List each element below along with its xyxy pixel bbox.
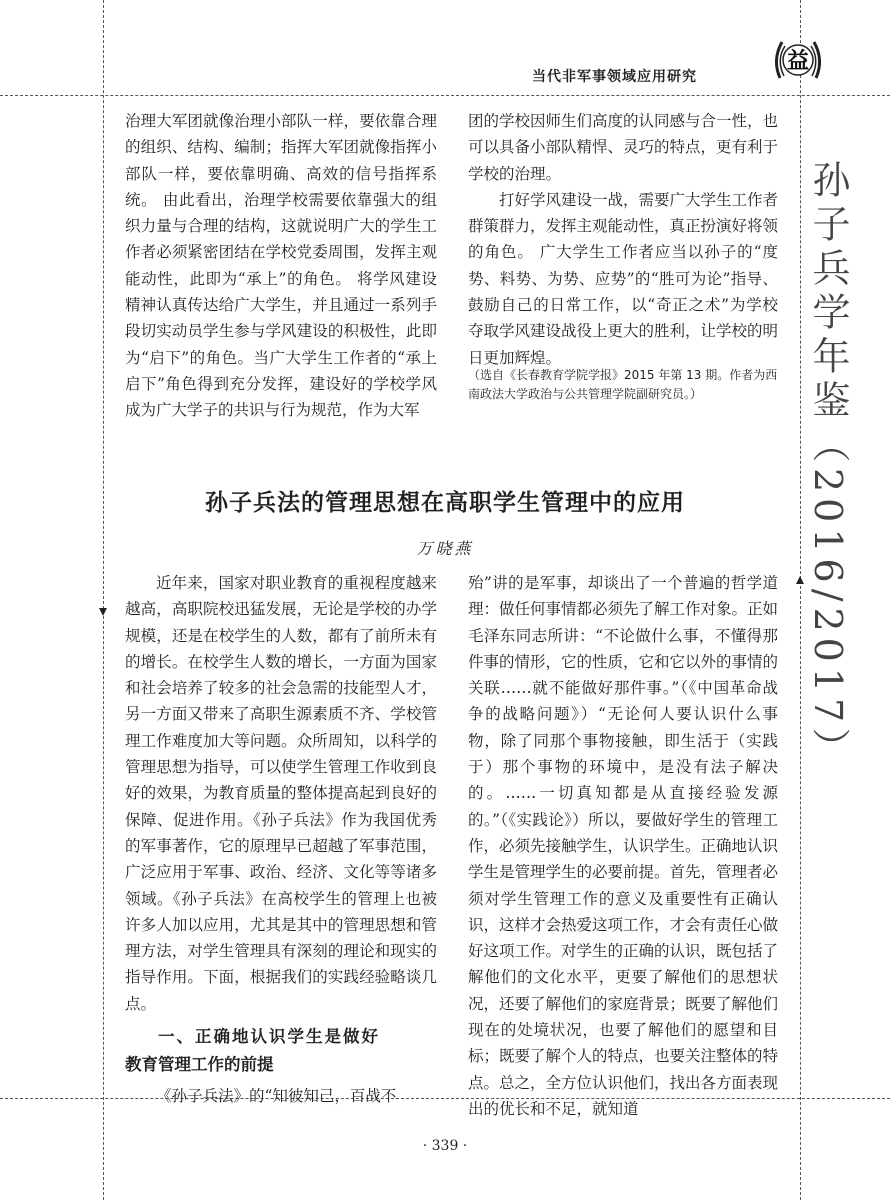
section-heading-1 [125,1023,437,1079]
section-heading-1-line2: 教育管理工作的前提 [125,1055,274,1075]
article-author: 万晓燕 [416,539,474,558]
article-title: 孙子兵法的管理思想在高职学生管理中的应用 [205,489,685,516]
prev-article-right-text-1: 团的学校因师生们高度的认同感与合一性，也可以具备小部队精悍、灵巧的特点，更有利于学校的治理。 [468,112,779,183]
prev-article-left-text: 治理大军团就像治理小部队一样，要依靠合理的组织、结构、编制；指挥大军团就像指挥小部队一样，要依靠明确、高效的信号指挥系统。 由此看出，治理学校需要依靠强大的组织力量与合理的结构，这就说明广大的学生工作者必须紧密团结在学校党委周围，发挥主观能动性，此即为“承上”的角色。 将学风建设精神认真传达给广大学生，并且通过一系列手段切实动员学生参与学风建设的积极性，此即为“启下”的角色。当广大学生工作者的“承上启下”角色得到充分发挥，建设好的学校学风成为广大学子的共识与行为规范，作为大军 [125,112,437,420]
article-right-column [468,570,778,1122]
yearbook-side-title: 孙子兵学年鉴（2016/2017） [806,160,850,773]
article-left-paragraph-2: 《孙子兵法》的“知彼知己，百战不 [156,1087,397,1106]
article-right-paragraph: 殆”讲的是军事，却谈出了一个普遍的哲学道理：做任何事情都必须先了解工作对象。正如毛泽东同志所讲：“不论做什么事，不懂得那件事的情形，它的性质，它和它以外的事情的关联……就不能做好那件事。”（《中国革命战争的战略问题》）“无论何人要认识什么事物，除了同那个事物接触，即生活于（实践于）那个事物的环境中，是没有法子解决的。……一切真知都是从直接经验发源的。”（《实践论》）所以，要做好学生的管理工作，必须先接触学生，认识学生。正确地认识学生是管理学生的必要前提。首先，管理者必须对学生管理工作的意义及重要性有正确认识，这样才会热爱这项工作，才会有责任心做好这项工作。对学生的正确的认识，既包括了解他们的文化水平，更要了解他们的思想状况，还要了解他们的家庭背景；既要了解他们现在的处境状况，也要了解他们的愿望和目标；既要了解个人的特点，也要关注整体的特点。总之，全方位认识他们，找出各方面表现出的优长和不足，就知道 [468,574,779,1118]
section-heading-1-line1: 一、正确地认识学生是做好 [158,1027,380,1047]
left-guide-line [103,0,104,1200]
logo-glyph: 益 [786,49,810,74]
page-number: · 339 · [422,1138,468,1154]
prev-article-right-column [468,108,778,371]
prev-article-left-column [125,108,437,424]
prev-article-right-text-2: 打好学风建设一战，需要广大学生工作者群策群力，发挥主观能动性，真正扮演好将领的角色。 广大学生工作者应当以孙子的“度势、料势、为势、应势”的“胜可为论”指导、鼓励自己的日常工作，以“奇正之术”为学校夺取学风建设战役上更大的胜利，让学校的明日更加辉煌。 [468,190,779,367]
source-note: （选自《长春教育学院学报》2015 年第 13 期。作者为西南政法大学政治与公共管理学院副研究员。） [468,368,778,401]
top-guide-line [0,95,890,96]
running-title: 当代非军事领域应用研究 [532,69,697,85]
article-left-column [125,570,437,1109]
article-intro-paragraph: 近年来，国家对职业教育的重视程度越来越高，高职院校迅猛发展，无论是学校的办学规模，还是在校学生的人数，都有了前所未有的增长。在校学生人数的增长，一方面为国家和社会培养了较多的社会急需的技能型人才，另一方面又带来了高职生源素质不齐、学校管理工作难度加大等问题。众所周知，以科学的管理思想为指导，可以使学生管理工作收到良好的效果，为教育质量的整体提高起到良好的保障、促进作用。《孙子兵法》作为我国优秀的军事著作，它的原理早已超越了军事范围，广泛应用于军事、政治、经济、文化等等诸多领域。《孙子兵法》在高校学生的管理上也被许多人加以应用，尤其是其中的管理思想和管理方法，对学生管理具有深刻的理论和现实的指导作用。下面，根据我们的实践经验略谈几点。 [125,574,437,1013]
yearbook-logo-icon [770,30,826,86]
left-margin-arrow [99,608,107,616]
